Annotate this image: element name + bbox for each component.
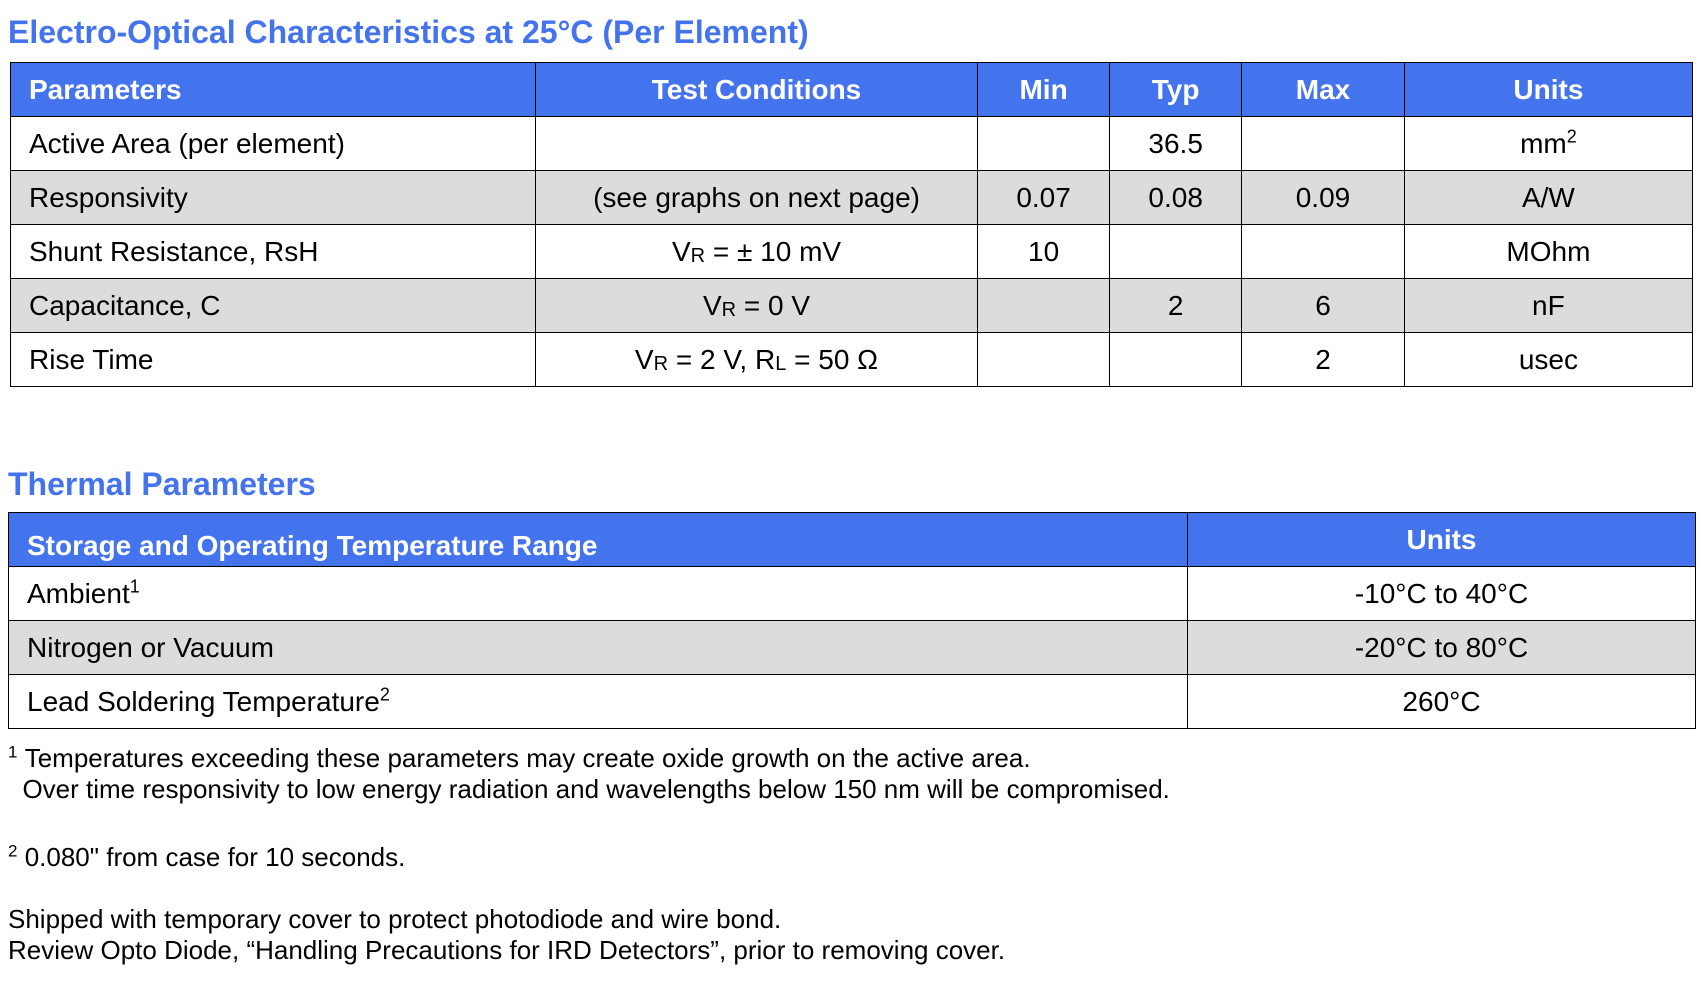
max-cell: [1242, 117, 1405, 171]
header-parameters: Parameters: [11, 63, 536, 117]
typ-cell: 2: [1110, 279, 1242, 333]
condition-subscript: R: [721, 298, 737, 321]
condition-subscript: R: [690, 244, 706, 267]
units-base: mm: [1520, 127, 1567, 159]
min-cell: 0.07: [978, 171, 1110, 225]
units-cell: A/W: [1404, 171, 1692, 225]
condition-symbol: V: [702, 289, 722, 321]
footnote-marker: 1: [8, 742, 18, 762]
table-header-row: [9, 513, 1696, 567]
max-cell: 0.09: [1242, 171, 1405, 225]
max-cell: 2: [1242, 333, 1405, 387]
typ-cell: [1110, 333, 1242, 387]
table-header-row: [11, 63, 1693, 117]
footnote-marker: 2: [379, 684, 390, 705]
table-row: [11, 171, 1693, 225]
condition-cell: [536, 225, 978, 279]
condition-text: = 0 V: [736, 289, 811, 321]
parameter-cell: Capacitance, C: [11, 279, 536, 333]
typ-cell: [1110, 225, 1242, 279]
condition-cell: [9, 675, 1188, 729]
shipping-note-line: Shipped with temporary cover to protect photodiode and wire bond.: [8, 904, 782, 934]
units-cell: nF: [1404, 279, 1692, 333]
parameter-cell: Active Area (per element): [11, 117, 536, 171]
table-row: [11, 333, 1693, 387]
table-row: [9, 675, 1696, 729]
parameter-cell: Responsivity: [11, 171, 536, 225]
header-units: Units: [1188, 513, 1696, 567]
units-cell: [1404, 117, 1692, 171]
thermal-table: [8, 512, 1696, 729]
table-row: [11, 279, 1693, 333]
shipping-note-line: Review Opto Diode, “Handling Precautions for IRD Detectors”, prior to removing cover.: [8, 935, 1006, 965]
header-units: Units: [1404, 63, 1692, 117]
table-row: [11, 117, 1693, 171]
footnote-text: Over time responsivity to low energy radiation and wavelengths below 150 nm will be compromised.: [22, 774, 1170, 804]
units-cell: usec: [1404, 333, 1692, 387]
units-cell: MOhm: [1404, 225, 1692, 279]
condition-cell: [9, 567, 1188, 621]
footnote-marker: 1: [129, 576, 140, 597]
footnote-text: 0.080" from case for 10 seconds.: [24, 842, 406, 872]
header-temperature-range: Storage and Operating Temperature Range: [9, 513, 1188, 567]
table-row: [11, 225, 1693, 279]
table-row: [9, 621, 1696, 675]
footnote-marker: 2: [8, 841, 18, 861]
thermal-title: Thermal Parameters: [8, 466, 316, 502]
max-cell: 6: [1242, 279, 1405, 333]
condition-text: = ± 10 mV: [705, 235, 842, 267]
condition-cell: (see graphs on next page): [536, 171, 978, 225]
min-cell: [978, 333, 1110, 387]
range-cell: -20°C to 80°C: [1188, 621, 1696, 675]
condition-text: = 2 V, R: [668, 343, 776, 375]
shipping-note: [8, 904, 1005, 966]
min-cell: 10: [978, 225, 1110, 279]
range-cell: 260°C: [1188, 675, 1696, 729]
min-cell: [978, 117, 1110, 171]
typ-cell: 0.08: [1110, 171, 1242, 225]
parameter-cell: Rise Time: [11, 333, 536, 387]
typ-cell: 36.5: [1110, 117, 1242, 171]
units-superscript: 2: [1566, 126, 1577, 147]
condition-text: = 50 Ω: [786, 343, 879, 375]
condition-subscript: R: [653, 352, 669, 375]
condition-cell: [536, 279, 978, 333]
range-cell: -10°C to 40°C: [1188, 567, 1696, 621]
condition-symbol: V: [634, 343, 654, 375]
min-cell: [978, 279, 1110, 333]
electro-optical-table: [10, 62, 1693, 387]
condition-cell: Nitrogen or Vacuum: [9, 621, 1188, 675]
condition-subscript: L: [775, 352, 787, 375]
header-max: Max: [1242, 63, 1405, 117]
header-typ: Typ: [1110, 63, 1242, 117]
header-test-conditions: Test Conditions: [536, 63, 978, 117]
condition-cell: [536, 117, 978, 171]
condition-symbol: V: [671, 235, 691, 267]
max-cell: [1242, 225, 1405, 279]
electro-optical-title: Electro-Optical Characteristics at 25°C (Per Element): [8, 14, 809, 50]
footnote-text: Temperatures exceeding these parameters may create oxide growth on the active area.: [24, 743, 1031, 773]
footnote-2: [8, 842, 405, 873]
table-row: [9, 567, 1696, 621]
condition-label: Ambient: [27, 577, 130, 609]
parameter-cell: Shunt Resistance, RsH: [11, 225, 536, 279]
condition-label: Lead Soldering Temperature: [27, 685, 380, 717]
header-min: Min: [978, 63, 1110, 117]
footnote-1: [8, 743, 1170, 805]
condition-cell: [536, 333, 978, 387]
